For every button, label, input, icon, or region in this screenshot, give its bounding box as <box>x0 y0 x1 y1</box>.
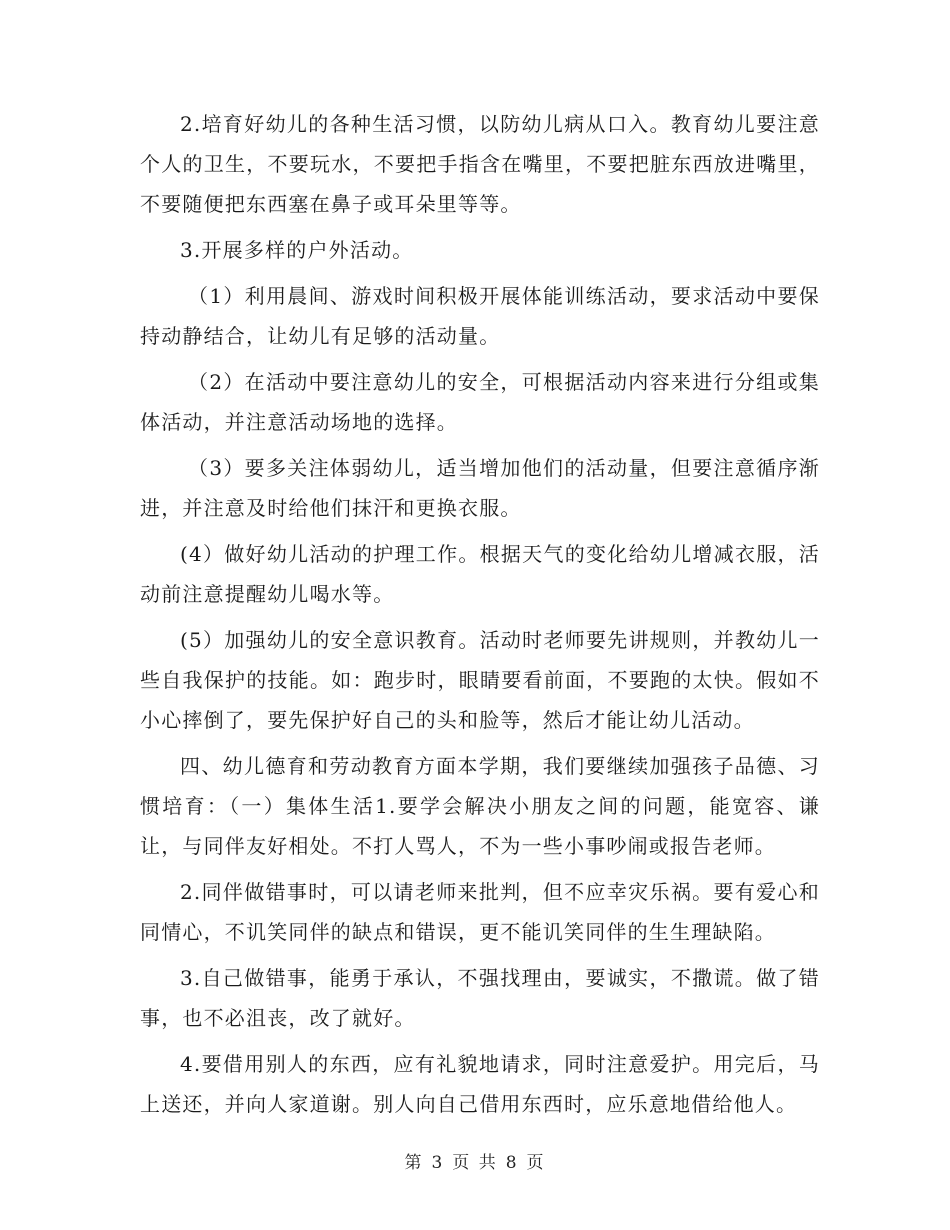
paragraph: （1）利用晨间、游戏时间积极开展体能训练活动，要求活动中要保持动静结合，让幼儿有足够的活动量。 <box>140 284 820 348</box>
paragraph: 2.培育好幼儿的各种生活习惯，以防幼儿病从口入。教育幼儿要注意个人的卫生，不要玩水，不要把手指含在嘴里，不要把脏东西放进嘴里，不要随便把东西塞在鼻子或耳朵里等等。 <box>140 112 820 216</box>
paragraph: 四、幼儿德育和劳动教育方面本学期，我们要继续加强孩子品德、习惯培育：（一）集体生活1.要学会解决小朋友之间的问题，能宽容、谦让，与同伴友好相处。不打人骂人，不为一些小事吵闹或报告老师。 <box>140 754 820 858</box>
paragraph: （2）在活动中要注意幼儿的安全，可根据活动内容来进行分组或集体活动，并注意活动场地的选择。 <box>140 370 820 434</box>
paragraph: （3）要多关注体弱幼儿，适当增加他们的活动量，但要注意循序渐进，并注意及时给他们抹汗和更换衣服。 <box>140 456 820 520</box>
current-page-number: 3 <box>431 1153 445 1173</box>
paragraph: 3.开展多样的户外活动。 <box>180 238 414 262</box>
paragraph: 4.要借用别人的东西，应有礼貌地请求，同时注意爱护。用完后，马上送还，并向人家道谢。别人向自己借用东西时，应乐意地借给他人。 <box>140 1052 820 1116</box>
paragraph: 3.自己做错事，能勇于承认，不强找理由，要诚实，不撒谎。做了错事，也不必沮丧，改了就好。 <box>140 966 820 1030</box>
paragraph: (5）加强幼儿的安全意识教育。活动时老师要先讲规则，并教幼儿一些自我保护的技能。如：跑步时，眼睛要看前面，不要跑的太快。假如不小心摔倒了，要先保护好自己的头和脸等，然后才能让幼儿活动。 <box>140 628 820 732</box>
document-body <box>140 104 820 1130</box>
footer-prefix: 第 <box>404 1153 424 1173</box>
paragraph: (4）做好幼儿活动的护理工作。根据天气的变化给幼儿增减衣服，活动前注意提醒幼儿喝水等。 <box>140 542 820 606</box>
page-footer <box>0 1148 950 1173</box>
footer-suffix: 页 <box>526 1153 546 1173</box>
footer-middle: 页 共 <box>452 1153 498 1173</box>
paragraph: 2.同伴做错事时，可以请老师来批判，但不应幸灾乐祸。要有爱心和同情心，不讥笑同伴的缺点和错误，更不能讥笑同伴的生生理缺陷。 <box>140 880 820 944</box>
total-page-count: 8 <box>505 1153 519 1173</box>
